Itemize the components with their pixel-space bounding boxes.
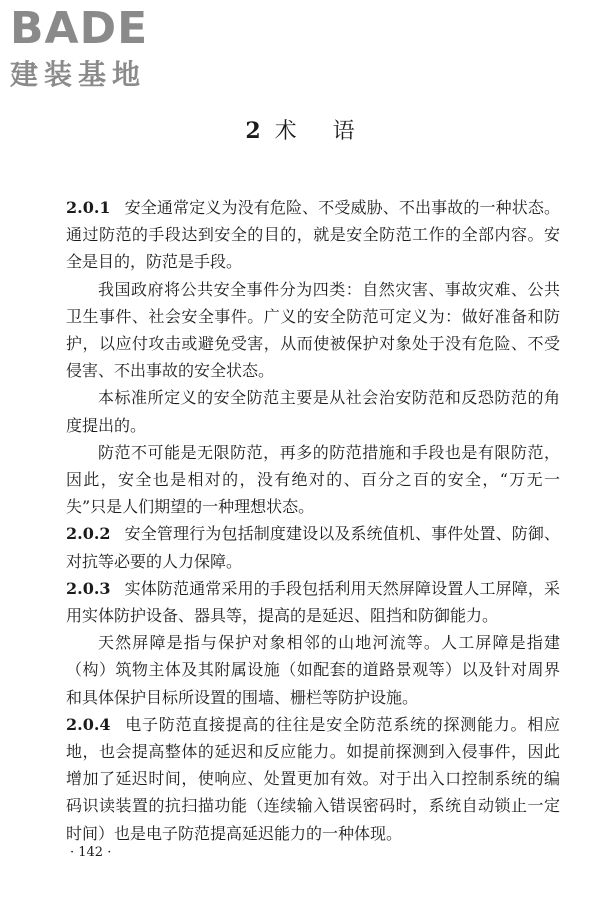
logo-wordmark: BADE: [10, 3, 149, 54]
paragraph-text: 安全管理行为包括制度建设以及系统值机、事件处置、防御、对抗等必要的人力保障。: [66, 524, 560, 571]
page-number: · 142 ·: [70, 845, 112, 860]
clause-number: 2.0.3: [66, 578, 111, 598]
chapter-title-part1: 术: [274, 119, 297, 144]
paragraph-text: 我国政府将公共安全事件分为四类：自然灾害、事故灾难、公共卫生事件、社会安全事件。广义的安全防范可定义为：做好准备和防护，以应付攻击或避免受害，从而使被保护对象处于没有危险、不受侵害、不出事故的安全状态。: [66, 279, 560, 381]
paragraph-text: 防范不可能是无限防范，再多的防范措施和手段也是有限防范，因此，安全也是相对的，没有绝对的、百分之百的安全，“万无一失”只是人们期望的一种理想状态。: [66, 442, 560, 517]
paragraph-text: 实体防范通常采用的手段包括利用天然屏障设置人工屏障，采用实体防护设备、器具等，提高的是延迟、阻挡和防御能力。: [66, 578, 560, 626]
paragraph-2-0-3: [66, 575, 560, 629]
clause-number: 2.0.2: [66, 524, 111, 544]
paragraph-text: 天然屏障是指与保护对象相邻的山地河流等。人工屏障是指建（构）筑物主体及其附属设施（如配套的道路景观等）以及针对周界和具体保护目标所设置的围墙、栅栏等防护设施。: [66, 633, 560, 707]
paragraph: [66, 276, 560, 385]
paragraph: [66, 384, 560, 438]
paragraph: [66, 439, 560, 521]
logo: [10, 4, 180, 92]
paragraph-text: 本标准所定义的安全防范主要是从社会治安防范和反恐防范的角度提出的。: [66, 388, 560, 435]
chapter-heading: [0, 116, 600, 147]
chapter-title-part2: 语: [332, 119, 355, 144]
body-text: [66, 194, 560, 847]
paragraph-text: 电子防范直接提高的往往是安全防范系统的探测能力。相应地，也会提高整体的延迟和反应能力。如提前探测到入侵事件，因此增加了延迟时间，使响应、处置更加有效。对于出入口控制系统的编码识读装置的抗扫描功能（连续输入错误密码时，系统自动锁止一定时间）也是电子防范提高延迟能力的一种体现。: [66, 714, 560, 843]
paragraph-2-0-2: [66, 520, 560, 574]
paragraph-2-0-4: [66, 711, 560, 847]
logo-subtitle: 建装基地: [10, 58, 147, 91]
chapter-number: 2: [245, 118, 261, 144]
clause-number: 2.0.4: [66, 714, 111, 734]
paragraph: [66, 629, 560, 711]
clause-number: 2.0.1: [66, 198, 111, 217]
paragraph-text: 安全通常定义为没有危险、不受威胁、不出事故的一种状态。通过防范的手段达到安全的目的，就是安全防范工作的全部内容。安全是目的，防范是手段。: [66, 198, 560, 272]
paragraph-2-0-1: [66, 194, 560, 276]
